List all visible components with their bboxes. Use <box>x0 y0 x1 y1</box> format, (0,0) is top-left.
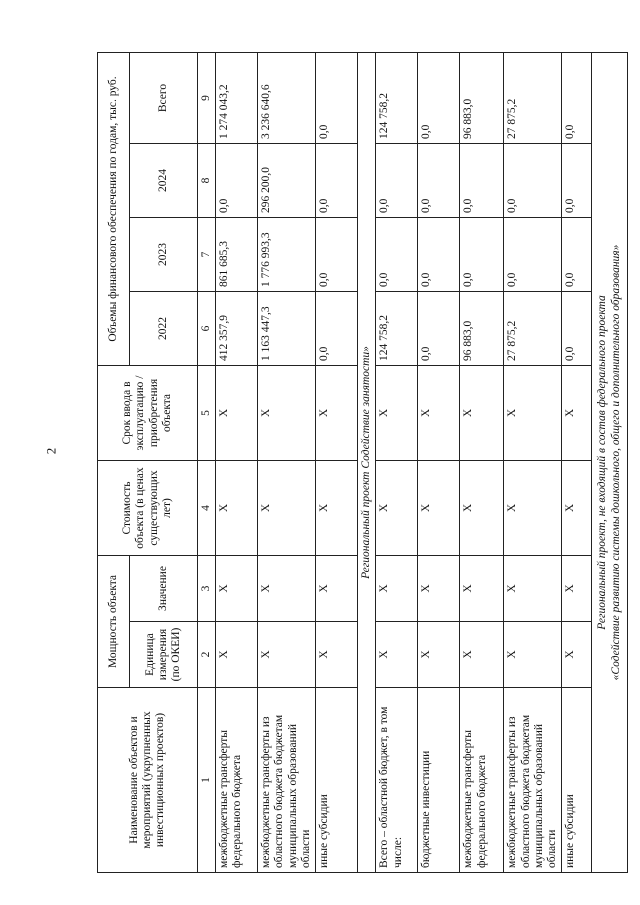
row-cost: Х <box>460 461 504 556</box>
row-value: Х <box>316 556 358 622</box>
row-term: Х <box>258 366 316 461</box>
table-row <box>418 53 460 873</box>
section-row <box>592 53 628 873</box>
row-2023: 0,0 <box>316 218 358 292</box>
table-row <box>562 53 592 873</box>
row-value: Х <box>418 556 460 622</box>
column-numbers-row <box>198 53 216 873</box>
row-2022: 0,0 <box>418 292 460 366</box>
header-2023: 2023 <box>130 218 198 292</box>
row-cost: Х <box>316 461 358 556</box>
row-value: Х <box>216 556 258 622</box>
row-2024: 0,0 <box>562 144 592 218</box>
row-cost: Х <box>418 461 460 556</box>
header-value: Значение <box>130 556 198 622</box>
row-2022: 27 875,2 <box>504 292 562 366</box>
row-2023: 861 685,3 <box>216 218 258 292</box>
table-row <box>316 53 358 873</box>
row-term: Х <box>316 366 358 461</box>
row-cost: Х <box>504 461 562 556</box>
row-total: 1 274 043,2 <box>216 53 258 144</box>
row-name: бюджетные инвестиции <box>418 688 460 873</box>
section-title: Региональный проект Содействие занятости» <box>358 53 376 873</box>
col-number: 8 <box>198 144 216 218</box>
row-value: Х <box>376 556 418 622</box>
funding-table <box>97 52 628 873</box>
table-row <box>504 53 562 873</box>
row-cost: Х <box>376 461 418 556</box>
row-term: Х <box>376 366 418 461</box>
row-term: Х <box>504 366 562 461</box>
row-unit: Х <box>504 622 562 688</box>
row-name: межбюджетные трансферты федерального бюджета <box>216 688 258 873</box>
row-2022: 1 163 447,3 <box>258 292 316 366</box>
row-name: межбюджетные трансферты из областного бюджета бюджетам муниципальных образований области <box>504 688 562 873</box>
col-number: 2 <box>198 622 216 688</box>
row-total: 124 758,2 <box>376 53 418 144</box>
row-term: Х <box>216 366 258 461</box>
row-unit: Х <box>216 622 258 688</box>
row-2024: 0,0 <box>460 144 504 218</box>
row-name: межбюджетные трансферты федерального бюджета <box>460 688 504 873</box>
header-2022: 2022 <box>130 292 198 366</box>
header-unit: Единица измерения (по ОКЕИ) <box>130 622 198 688</box>
col-number: 9 <box>198 53 216 144</box>
page-number: 2 <box>43 447 59 455</box>
header-2024: 2024 <box>130 144 198 218</box>
row-total: 0,0 <box>418 53 460 144</box>
row-total: 3 236 640,6 <box>258 53 316 144</box>
row-2022: 412 357,9 <box>216 292 258 366</box>
row-total: 0,0 <box>316 53 358 144</box>
col-number: 6 <box>198 292 216 366</box>
row-2023: 0,0 <box>376 218 418 292</box>
section-title <box>592 53 628 873</box>
header-capacity: Мощность объекта <box>98 556 130 688</box>
row-unit: Х <box>460 622 504 688</box>
row-name: Всего – областной бюджет, в том числе: <box>376 688 418 873</box>
col-number: 3 <box>198 556 216 622</box>
header-funding: Объемы финансового обеспечения по годам, тыс. руб. <box>98 53 130 366</box>
col-number: 7 <box>198 218 216 292</box>
row-cost: Х <box>258 461 316 556</box>
header-cost: Стоимость объекта (в ценах существующих лет) <box>98 461 198 556</box>
row-2023: 0,0 <box>562 218 592 292</box>
row-2023: 0,0 <box>418 218 460 292</box>
table-row <box>258 53 316 873</box>
row-term: Х <box>460 366 504 461</box>
row-unit: Х <box>562 622 592 688</box>
row-value: Х <box>258 556 316 622</box>
row-unit: Х <box>418 622 460 688</box>
row-2022: 124 758,2 <box>376 292 418 366</box>
row-term: Х <box>418 366 460 461</box>
row-2023: 0,0 <box>504 218 562 292</box>
col-number: 4 <box>198 461 216 556</box>
header-total: Всего <box>130 53 198 144</box>
row-value: Х <box>504 556 562 622</box>
section-title-line2: «Содействие развитию системы дошкольного, общего и дополнительного образования» <box>609 244 622 681</box>
rotated-table-container <box>97 53 622 873</box>
row-name: межбюджетные трансферты из областного бюджета бюджетам муниципальных образований области <box>258 688 316 873</box>
row-2024: 0,0 <box>504 144 562 218</box>
section-row <box>358 53 376 873</box>
section-title-line1: Региональный проект, не входящий в состав федерального проекта <box>596 295 609 630</box>
row-2022: 96 883,0 <box>460 292 504 366</box>
row-2022: 0,0 <box>316 292 358 366</box>
row-2024: 0,0 <box>216 144 258 218</box>
row-cost: Х <box>216 461 258 556</box>
row-2024: 0,0 <box>376 144 418 218</box>
row-unit: Х <box>376 622 418 688</box>
row-2024: 296 200,0 <box>258 144 316 218</box>
row-value: Х <box>460 556 504 622</box>
row-unit: Х <box>316 622 358 688</box>
row-total: 96 883,0 <box>460 53 504 144</box>
row-name: иные субсидии <box>562 688 592 873</box>
col-number: 1 <box>198 688 216 873</box>
row-cost: Х <box>562 461 592 556</box>
row-2023: 0,0 <box>460 218 504 292</box>
row-total: 27 875,2 <box>504 53 562 144</box>
row-total: 0,0 <box>562 53 592 144</box>
header-term: Срок ввода в эксплуатацию / приобретения объекта <box>98 366 198 461</box>
row-2023: 1 776 993,3 <box>258 218 316 292</box>
row-2024: 0,0 <box>418 144 460 218</box>
col-number: 5 <box>198 366 216 461</box>
table-row <box>216 53 258 873</box>
row-value: Х <box>562 556 592 622</box>
table-row <box>376 53 418 873</box>
row-unit: Х <box>258 622 316 688</box>
row-name: иные субсидии <box>316 688 358 873</box>
row-term: Х <box>562 366 592 461</box>
header-name: Наименование объектов и мероприятий (укрупненных инвестиционных проектов) <box>98 688 198 873</box>
table-row <box>460 53 504 873</box>
row-2024: 0,0 <box>316 144 358 218</box>
row-2022: 0,0 <box>562 292 592 366</box>
